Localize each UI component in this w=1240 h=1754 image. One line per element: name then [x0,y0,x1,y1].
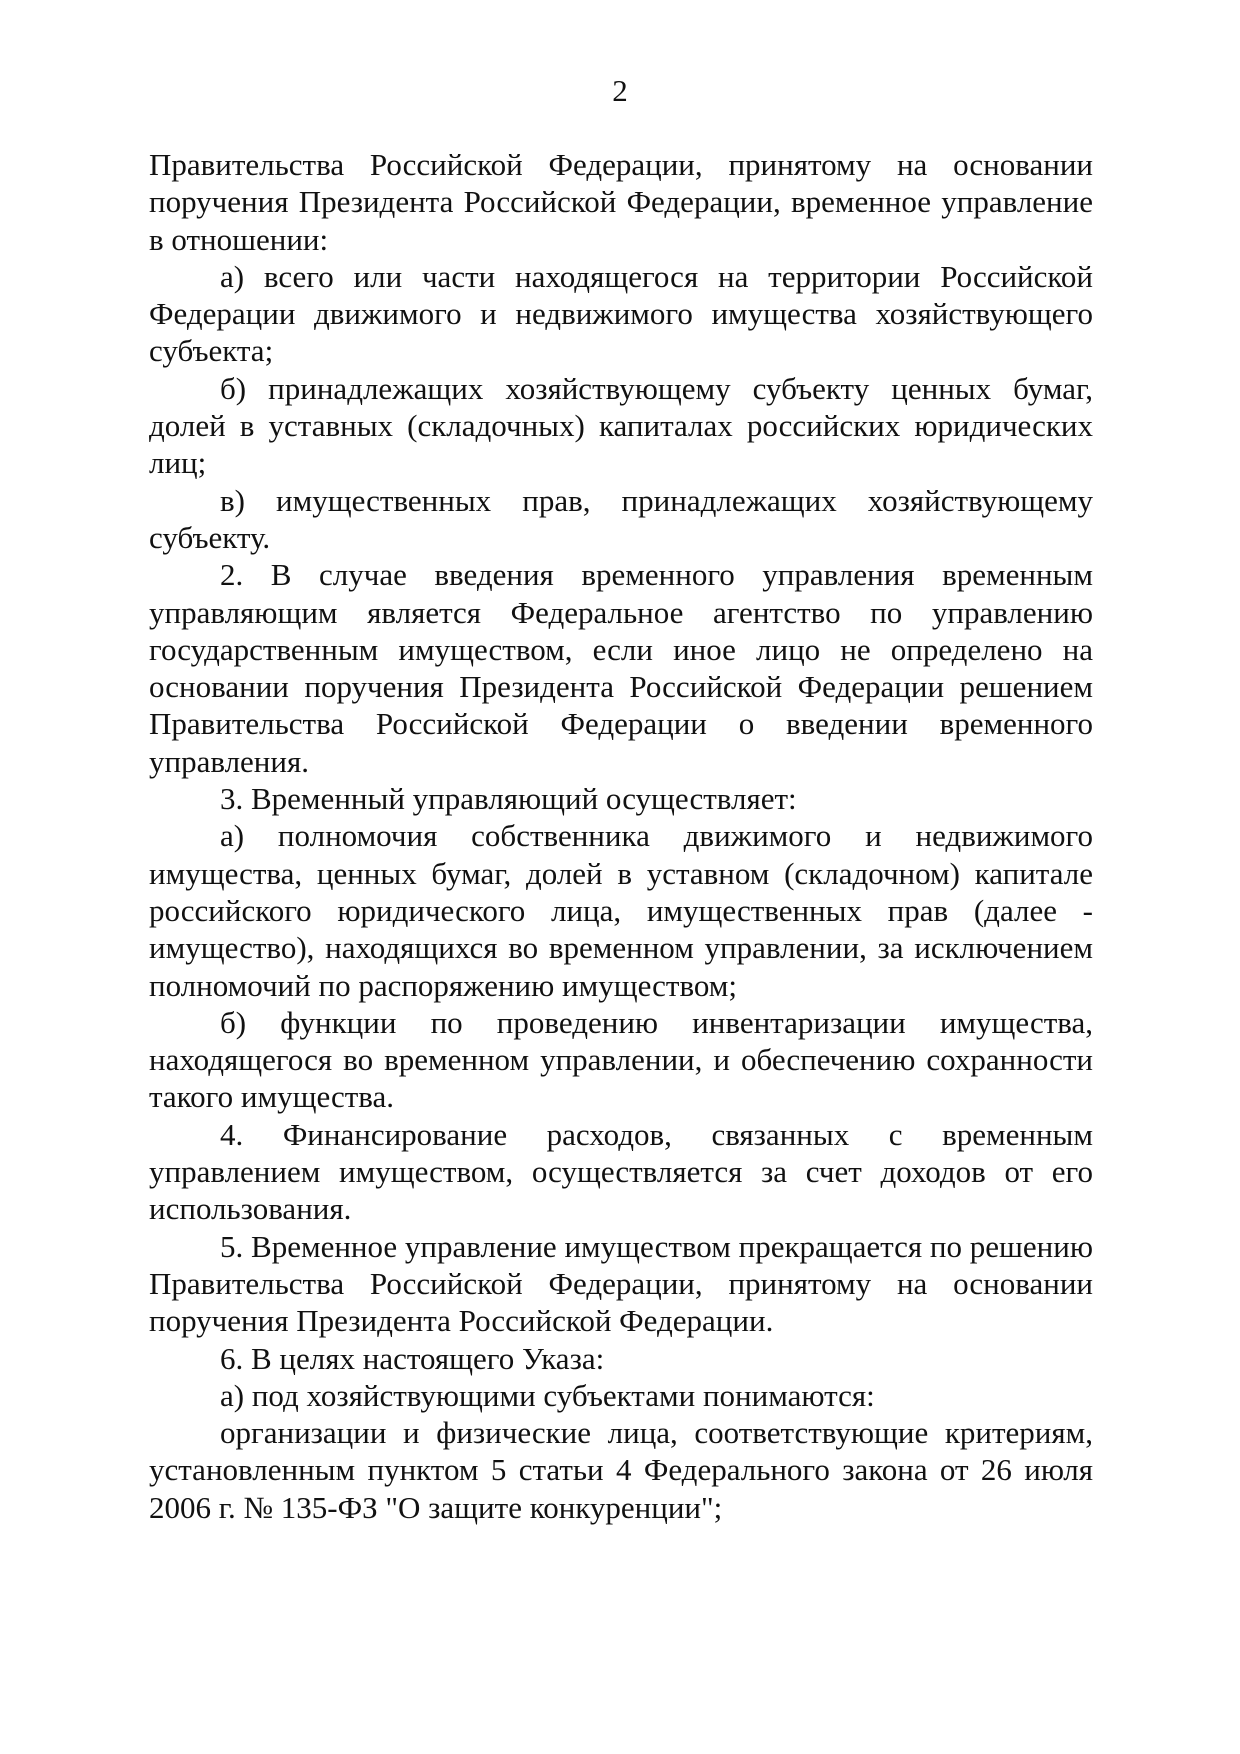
paragraph-item-b: б) принадлежащих хозяйствующему субъекту ценных бумаг, долей в уставных (складочных) капиталах российских юридических лиц; [149,370,1093,481]
paragraph-continuation: Правительства Российской Федерации, принятому на основании поручения Президента Российской Федерации, временное управление в отношении: [149,147,1093,257]
paragraph-item-v: в) имущественных прав, принадлежащих хозяйствующему субъекту. [149,482,1093,555]
paragraph-point-3-a: а) полномочия собственника движимого и недвижимого имущества, ценных бумаг, долей в уставном (складочном) капитале российского юридического лица, имущественных прав (далее - имущество), находящихся во временном управлении, за исключением полномочий по распоряжению имуществом; [149,818,1093,1003]
paragraph-point-3-b: б) функции по проведению инвентаризации имущества, находящегося во временном управлении, и обеспечению сохранности такого имущества. [149,1004,1093,1115]
document-body [149,146,1093,1526]
paragraph-point-6: 6. В целях настоящего Указа: [220,1340,605,1376]
paragraph-point-3: 3. Временный управляющий осуществляет: [220,781,797,817]
paragraph-item-a: а) всего или части находящегося на территории Российской Федерации движимого и недвижимого имущества хозяйствующего субъекта; [149,258,1093,369]
paragraph-point-5: 5. Временное управление имуществом прекращается по решению Правительства Российской Федерации, принятому на основании поручения Президента Российской Федерации. [149,1228,1093,1339]
paragraph-point-4: 4. Финансирование расходов, связанных с временным управлением имуществом, осуществляется за счет доходов от его использования. [149,1116,1093,1227]
paragraph-point-6-a: а) под хозяйствующими субъектами понимаются: [220,1377,875,1413]
paragraph-point-6-a-text: организации и физические лица, соответствующие критериям, установленным пунктом 5 статьи 4 Федерального закона от 26 июля 2006 г. № 135-ФЗ "О защите конкуренции"; [149,1415,1093,1525]
paragraph-point-2: 2. В случае введения временного управления временным управляющим является Федеральное агентство по управлению государственным имуществом, если иное лицо не определено на основании поручения Президента Российской Федерации решением Правительства Российской Федерации о введении временного управления. [149,557,1093,779]
page-number: 2 [612,73,628,108]
